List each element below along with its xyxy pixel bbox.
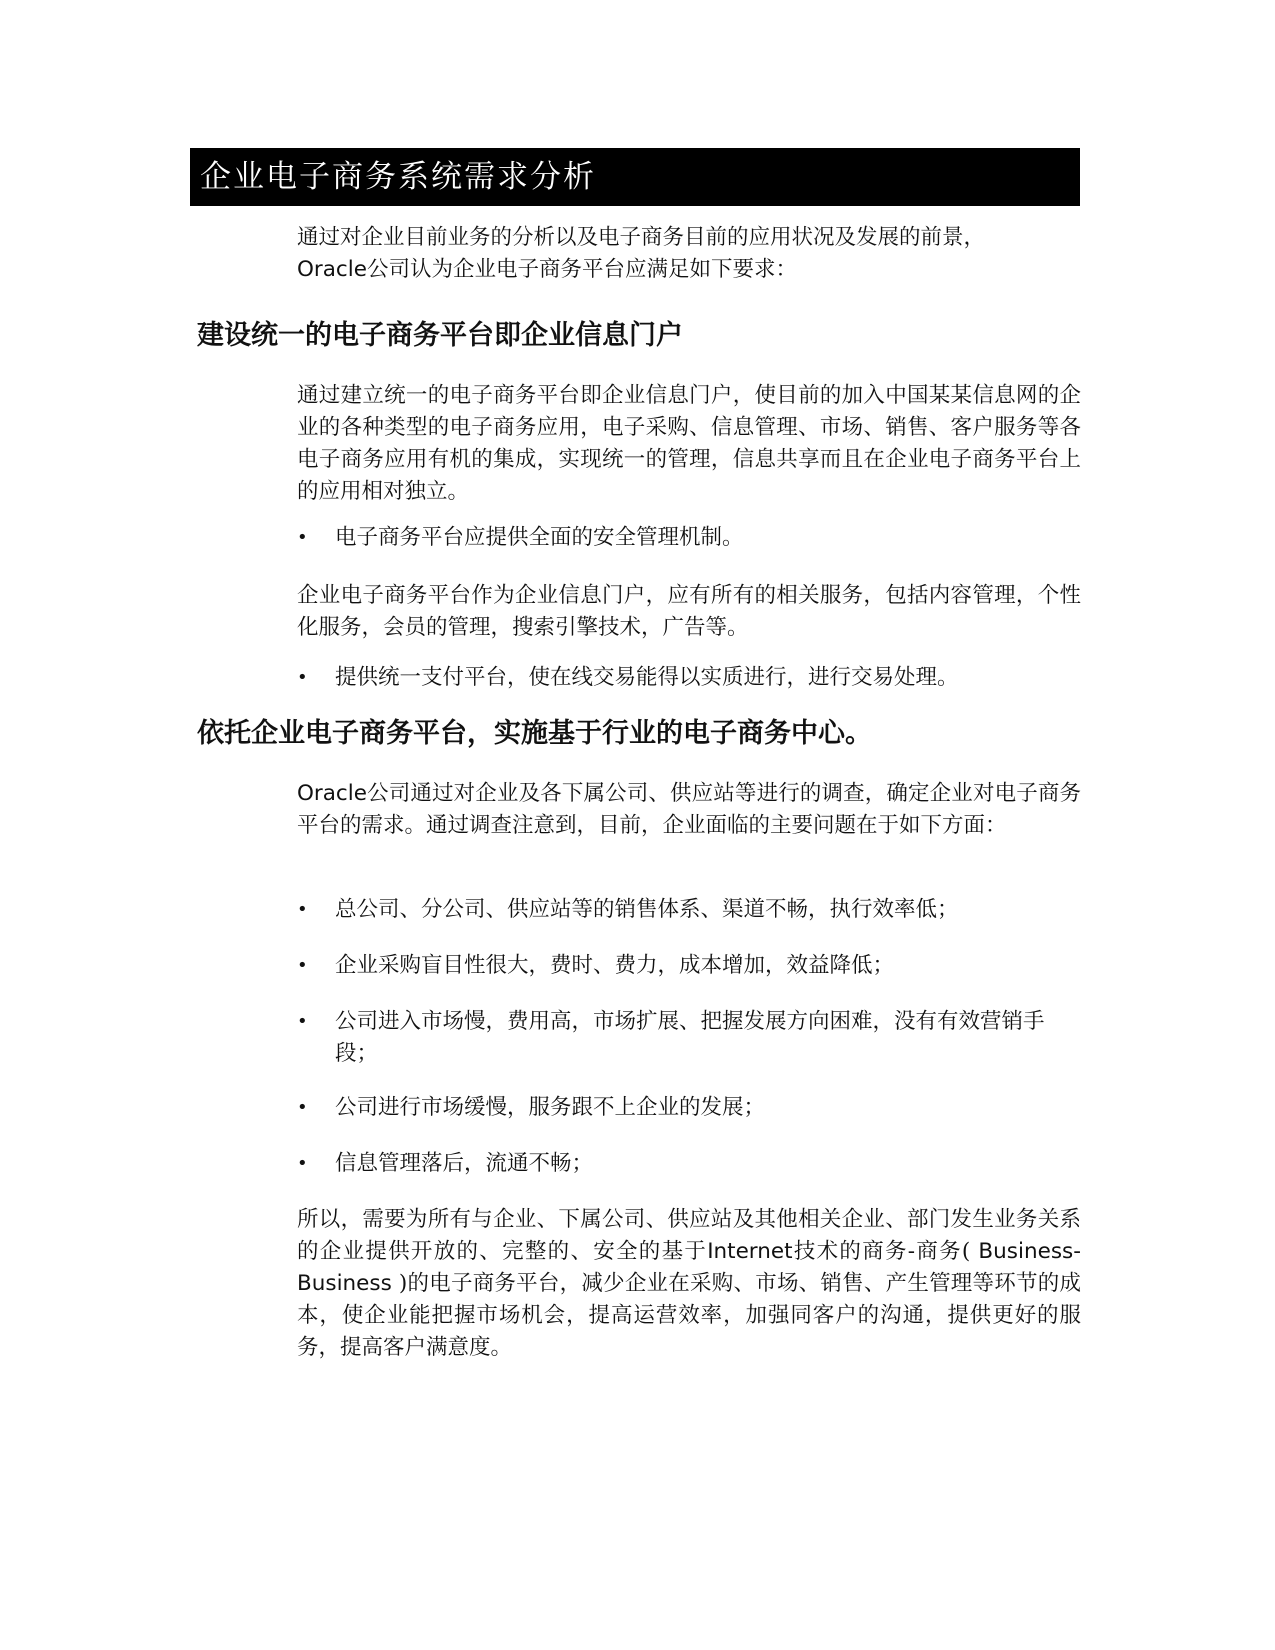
intro-line-1: 通过对企业目前业务的分析以及电子商务目前的应用状况及发展的前景， xyxy=(297,225,986,250)
list-item xyxy=(297,1006,1081,1070)
bullet-icon: • xyxy=(297,1097,308,1118)
page-title: 企业电子商务系统需求分析 xyxy=(190,148,1080,206)
industry-paragraph-1 xyxy=(297,778,1081,842)
bullet-icon: • xyxy=(297,955,308,976)
industry-paragraph-text: 公司通过对企业及各下属公司、供应站等进行的调查，确定企业对电子商务平台的需求。通过调查注意到，目前，企业面临的主要问题在于如下方面： xyxy=(297,781,1081,838)
intro-paragraph xyxy=(297,222,1081,286)
list-item-text: 总公司、分公司、供应站等的销售体系、渠道不畅，执行效率低； xyxy=(335,897,959,922)
business-business-text: Business-Business xyxy=(297,1239,1082,1296)
list-item xyxy=(297,1092,1081,1124)
conclusion-text-2: 技术的商务-商务( xyxy=(792,1239,971,1264)
internet-text: Internet xyxy=(707,1239,793,1264)
oracle-text: Oracle xyxy=(297,781,367,806)
list-item-text: 公司进行市场缓慢，服务跟不上企业的发展； xyxy=(335,1095,766,1120)
section-heading-portal: 建设统一的电子商务平台即企业信息门户 xyxy=(197,320,683,351)
list-item xyxy=(297,662,1081,694)
list-item xyxy=(297,894,1081,926)
list-item-text: 公司进入市场慢，费用高，市场扩展、把握发展方向困难，没有有效营销手段； xyxy=(335,1009,1045,1066)
conclusion-paragraph xyxy=(297,1204,1081,1364)
list-item-text: 提供统一支付平台，使在线交易能得以实质进行，进行交易处理。 xyxy=(335,665,959,690)
bullet-icon: • xyxy=(297,1153,308,1174)
portal-paragraph-1: 通过建立统一的电子商务平台即企业信息门户，使目前的加入中国某某信息网的企业的各种类型的电子商务应用，电子采购、信息管理、市场、销售、客户服务等各电子商务应用有机的集成，实现统一的管理，信息共享而且在企业电子商务平台上的应用相对独立。 xyxy=(297,383,1081,504)
bullet-icon: • xyxy=(297,899,308,920)
conclusion-text-1: 所以，需要为所有与企业、下属公司、供应站及其他相关企业、部门发生业务关系的企业提供开放的、完整的、安全的基于 xyxy=(297,1207,1081,1264)
list-item-text: 企业采购盲目性很大，费时、费力，成本增加，效益降低； xyxy=(335,953,895,978)
portal-paragraph-2: 企业电子商务平台作为企业信息门户，应有所有的相关服务，包括内容管理，个性化服务，会员的管理，搜索引擎技术，广告等。 xyxy=(297,583,1081,640)
bullet-icon: • xyxy=(297,527,308,548)
list-item-text: 电子商务平台应提供全面的安全管理机制。 xyxy=(335,525,744,550)
bullet-icon: • xyxy=(297,1011,308,1032)
bullet-icon: • xyxy=(297,667,308,688)
list-item xyxy=(297,522,1081,554)
list-item xyxy=(297,950,1081,982)
conclusion-text-3: )的电子商务平台，减少企业在采购、市场、销售、产生管理等环节的成本，使企业能把握市场机会，提高运营效率，加强同客户的沟通，提供更好的服务，提高客户满意度。 xyxy=(297,1271,1081,1360)
list-item xyxy=(297,1148,1081,1180)
intro-line-2: 公司认为企业电子商务平台应满足如下要求： xyxy=(366,257,797,282)
section-heading-industry-center: 依托企业电子商务平台，实施基于行业的电子商务中心。 xyxy=(197,718,872,749)
intro-oracle-text: Oracle xyxy=(297,257,367,282)
list-item-text: 信息管理落后，流通不畅； xyxy=(335,1151,594,1176)
